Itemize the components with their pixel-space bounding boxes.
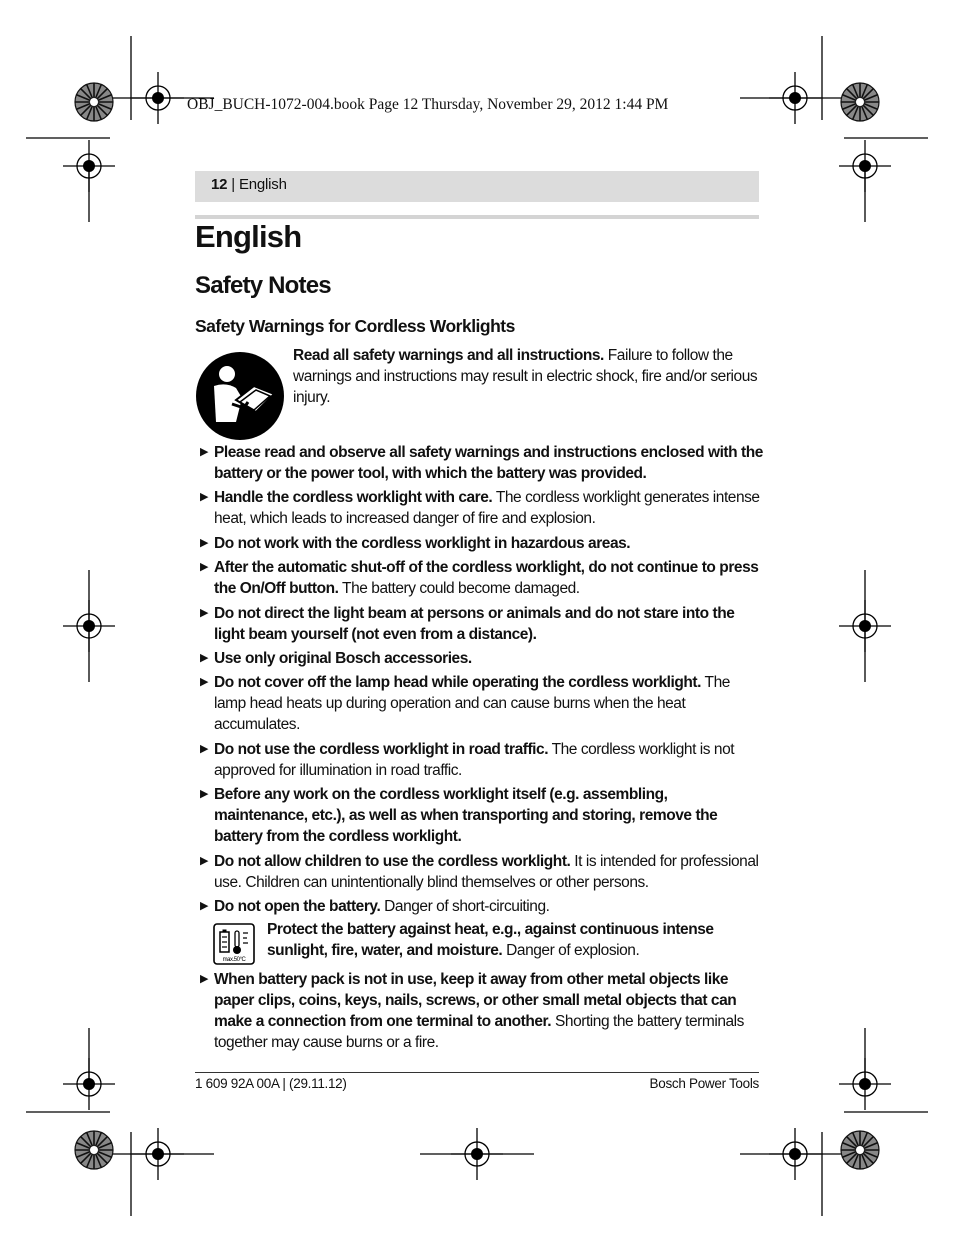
subsection-title: Safety Warnings for Cordless Worklights — [195, 316, 515, 336]
bullet-icon: ▶ — [200, 491, 209, 504]
page-title: English — [195, 219, 302, 254]
bullet-icon: ▶ — [200, 899, 209, 912]
safety-list — [195, 442, 763, 1057]
list-item: ▶ Do not open the battery. Danger of short-circuiting. — [200, 897, 550, 915]
bullet-icon: ▶ — [200, 676, 209, 689]
intro-warning — [293, 345, 763, 408]
list-item: ▶ Please read and observe all safety warnings and instructions enclosed with the battery or the power tool, with which the battery was provided. — [200, 444, 763, 482]
bullet-icon: ▶ — [200, 973, 209, 986]
section-title: Safety Notes — [195, 272, 331, 299]
running-head — [195, 171, 759, 202]
page-number: 12 — [211, 176, 228, 193]
footer-doc-number: 1 609 92A 00A | (29.11.12) — [195, 1076, 347, 1091]
list-item: ▶ After the automatic shut-off of the cordless worklight, do not continue to press the On/Off button. The battery could become damaged. — [200, 559, 759, 598]
bullet-icon: ▶ — [200, 606, 209, 619]
heat-warning: max.50°C Protect the battery against heat, e.g., against continuous intense sunlight, fire, water, and moisture. Danger of explosion. — [195, 919, 763, 961]
running-head-separator: | — [227, 176, 239, 193]
list-item: ▶ Use only original Bosch accessories. — [200, 649, 472, 667]
heat-icon-label: max.50°C — [222, 957, 246, 964]
bullet-icon: ▶ — [200, 742, 209, 755]
bullet-icon: ▶ — [200, 561, 209, 574]
list-item: ▶ Handle the cordless worklight with care. The cordless worklight generates intense heat, which leads to increased danger of fire and explosion. — [200, 489, 760, 528]
list-item: ▶ Before any work on the cordless worklight itself (e.g. assembling, maintenance, etc.), as well as when transporting and storing, remove the battery from the cordless worklight. — [200, 786, 718, 846]
bullet-icon: ▶ — [200, 651, 209, 664]
list-item: ▶ Do not direct the light beam at persons or animals and do not stare into the light beam yourself (not even from a distance). — [200, 604, 735, 643]
print-header: OBJ_BUCH-1072-004.book Page 12 Thursday, November 29, 2012 1:44 PM — [187, 96, 669, 113]
bullet-icon: ▶ — [200, 446, 209, 458]
footer-rule — [195, 1072, 759, 1073]
read-manual-icon — [196, 352, 284, 440]
list-item: ▶ Do not cover off the lamp head while operating the cordless worklight. The lamp head heats up during operation and can cause burns when the heat accumulates. — [200, 674, 730, 734]
battery-heat-warning-icon — [213, 923, 255, 965]
bullet-icon: ▶ — [200, 854, 209, 867]
bullet-icon: ▶ — [200, 536, 209, 549]
intro-bold: Read all safety warnings and all instructions. — [293, 347, 604, 364]
list-item: ▶ When battery pack is not in use, keep it away from other metal objects like paper clips, coins, keys, nails, screws, or other small metal objects that can make a connection from one terminal to another. Shorting the battery terminals together may cause burns or a fire. — [200, 971, 744, 1052]
list-item: ▶ Do not use the cordless worklight in road traffic. The cordless worklight is not approved for illumination in road traffic. — [200, 740, 735, 779]
list-item: ▶ Do not work with the cordless worklight in hazardous areas. — [200, 534, 631, 552]
bullet-icon: ▶ — [200, 788, 209, 801]
footer-publisher: Bosch Power Tools — [649, 1076, 759, 1091]
list-item: ▶ Do not allow children to use the cordless worklight. It is intended for professional use. Children can unintentionally blind themselves or other persons. — [200, 852, 759, 891]
running-head-section: English — [238, 176, 287, 193]
intro-text: Failure to follow the warnings and instructions may result in electric shock, fire and/or serious injury. — [293, 347, 758, 406]
